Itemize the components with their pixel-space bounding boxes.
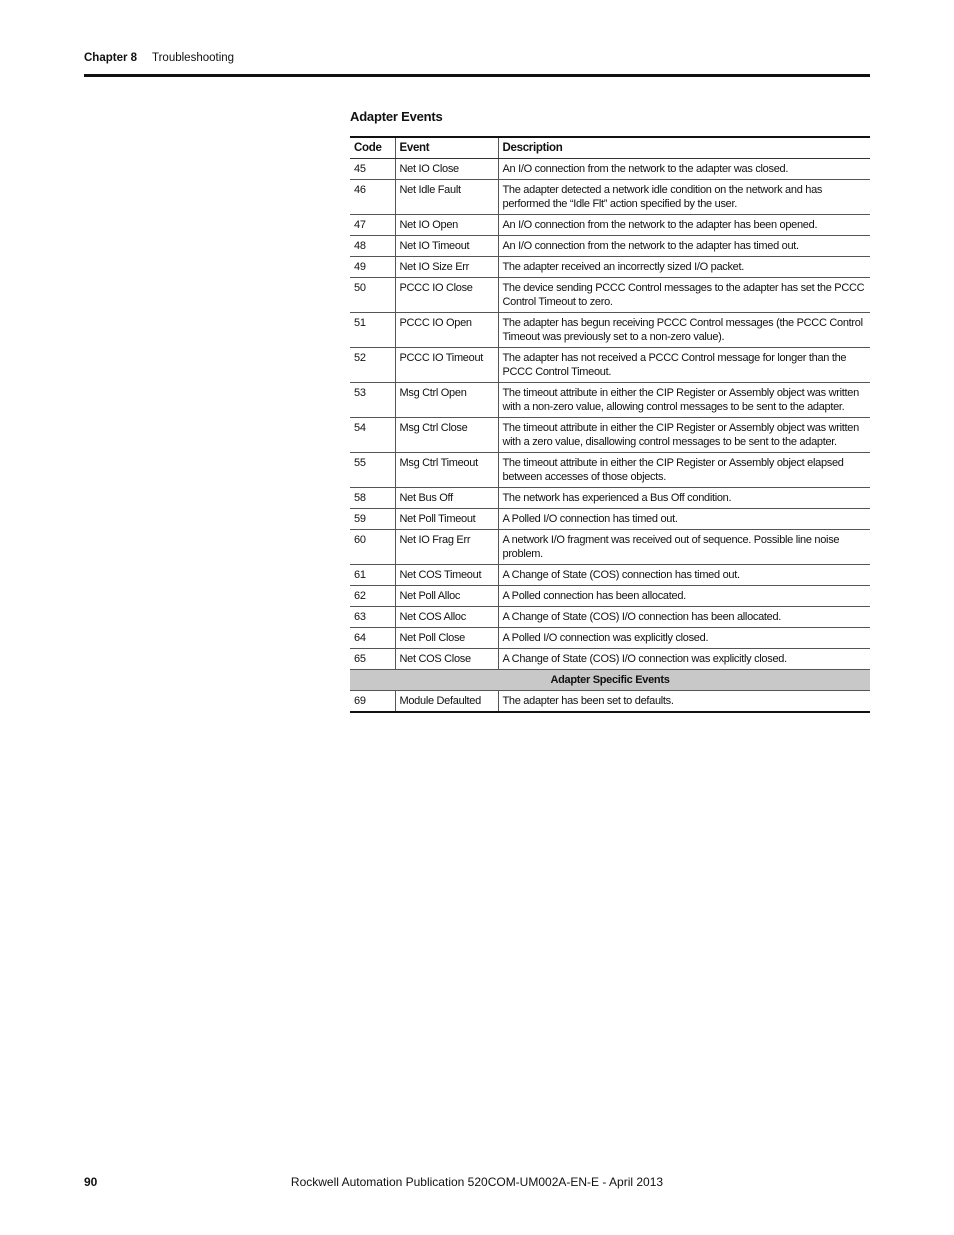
table-row	[350, 236, 870, 257]
event-cell: Net IO Open	[395, 215, 498, 236]
event-cell: Net COS Timeout	[395, 565, 498, 586]
column-header-event: Event	[395, 137, 498, 159]
publication-footer	[0, 1175, 954, 1189]
table-row	[350, 509, 870, 530]
description-cell: The adapter has not received a PCCC Control message for longer than the PCCC Control Timeout.	[498, 348, 870, 383]
code-cell: 65	[350, 649, 395, 670]
table-row	[350, 628, 870, 649]
group-heading-row	[350, 670, 870, 691]
description-cell: A network I/O fragment was received out of sequence. Possible line noise problem.	[498, 530, 870, 565]
table-row	[350, 649, 870, 670]
code-cell: 60	[350, 530, 395, 565]
table-row	[350, 607, 870, 628]
description-cell: An I/O connection from the network to the adapter was closed.	[498, 159, 870, 180]
description-cell: The timeout attribute in either the CIP Register or Assembly object elapsed between accesses of those objects.	[498, 453, 870, 488]
event-cell: Msg Ctrl Open	[395, 383, 498, 418]
description-cell: A Polled I/O connection has timed out.	[498, 509, 870, 530]
description-cell: A Polled connection has been allocated.	[498, 586, 870, 607]
column-header-description: Description	[498, 137, 870, 159]
code-cell: 45	[350, 159, 395, 180]
table-row	[350, 488, 870, 509]
table-row	[350, 278, 870, 313]
code-cell: 54	[350, 418, 395, 453]
code-cell: 59	[350, 509, 395, 530]
code-cell: 61	[350, 565, 395, 586]
table-header-row	[350, 137, 870, 159]
code-cell: 62	[350, 586, 395, 607]
description-cell: An I/O connection from the network to the adapter has timed out.	[498, 236, 870, 257]
table-row	[350, 383, 870, 418]
event-cell: Net Poll Timeout	[395, 509, 498, 530]
header-rule	[84, 74, 870, 77]
code-cell: 50	[350, 278, 395, 313]
code-cell: 48	[350, 236, 395, 257]
event-cell: PCCC IO Open	[395, 313, 498, 348]
description-cell: A Change of State (COS) I/O connection has been allocated.	[498, 607, 870, 628]
adapter-events-table	[350, 136, 870, 713]
event-cell: Net IO Close	[395, 159, 498, 180]
description-cell: The network has experienced a Bus Off condition.	[498, 488, 870, 509]
table-row	[350, 691, 870, 713]
event-cell: Net Bus Off	[395, 488, 498, 509]
group-heading: Adapter Specific Events	[350, 670, 870, 691]
event-cell: Net IO Frag Err	[395, 530, 498, 565]
publication-info: Rockwell Automation Publication 520COM-UM002A-EN-E - April 2013	[290, 1175, 664, 1189]
code-cell: 58	[350, 488, 395, 509]
event-cell: Module Defaulted	[395, 691, 498, 713]
description-cell: A Change of State (COS) connection has timed out.	[498, 565, 870, 586]
code-cell: 53	[350, 383, 395, 418]
code-cell: 69	[350, 691, 395, 713]
code-cell: 46	[350, 180, 395, 215]
table-row	[350, 257, 870, 278]
chapter-label: Chapter 8	[84, 52, 138, 64]
event-cell: Net COS Alloc	[395, 607, 498, 628]
table-row	[350, 313, 870, 348]
event-cell: Net IO Size Err	[395, 257, 498, 278]
code-cell: 49	[350, 257, 395, 278]
description-cell: The adapter detected a network idle condition on the network and has performed the “Idle Flt” action specified by the user.	[498, 180, 870, 215]
column-header-code: Code	[350, 137, 395, 159]
event-cell: Net COS Close	[395, 649, 498, 670]
code-cell: 52	[350, 348, 395, 383]
event-cell: PCCC IO Close	[395, 278, 498, 313]
event-cell: Net IO Timeout	[395, 236, 498, 257]
table-row	[350, 348, 870, 383]
table-title: Adapter Events	[350, 109, 443, 124]
code-cell: 64	[350, 628, 395, 649]
event-cell: Msg Ctrl Timeout	[395, 453, 498, 488]
table-row	[350, 530, 870, 565]
event-cell: Net Poll Close	[395, 628, 498, 649]
description-cell: A Change of State (COS) I/O connection was explicitly closed.	[498, 649, 870, 670]
table-row	[350, 180, 870, 215]
event-cell: Net Poll Alloc	[395, 586, 498, 607]
description-cell: The timeout attribute in either the CIP Register or Assembly object was written with a non-zero value, allowing control messages to be sent to the adapter.	[498, 383, 870, 418]
table-row	[350, 586, 870, 607]
table-row	[350, 159, 870, 180]
description-cell: The adapter received an incorrectly sized I/O packet.	[498, 257, 870, 278]
table-row	[350, 215, 870, 236]
description-cell: An I/O connection from the network to the adapter has been opened.	[498, 215, 870, 236]
description-cell: A Polled I/O connection was explicitly closed.	[498, 628, 870, 649]
event-cell: PCCC IO Timeout	[395, 348, 498, 383]
running-header	[84, 52, 235, 64]
code-cell: 51	[350, 313, 395, 348]
table-row	[350, 453, 870, 488]
section-label: Troubleshooting	[152, 52, 235, 64]
code-cell: 47	[350, 215, 395, 236]
page-number: 90	[84, 1175, 98, 1189]
description-cell: The adapter has begun receiving PCCC Control messages (the PCCC Control Timeout was previously set to a non-zero value).	[498, 313, 870, 348]
description-cell: The device sending PCCC Control messages to the adapter has set the PCCC Control Timeout to zero.	[498, 278, 870, 313]
description-cell: The timeout attribute in either the CIP Register or Assembly object was written with a zero value, disallowing control messages to be sent to the adapter.	[498, 418, 870, 453]
table-row	[350, 418, 870, 453]
code-cell: 63	[350, 607, 395, 628]
event-cell: Msg Ctrl Close	[395, 418, 498, 453]
event-cell: Net Idle Fault	[395, 180, 498, 215]
code-cell: 55	[350, 453, 395, 488]
description-cell: The adapter has been set to defaults.	[498, 691, 870, 713]
table-row	[350, 565, 870, 586]
